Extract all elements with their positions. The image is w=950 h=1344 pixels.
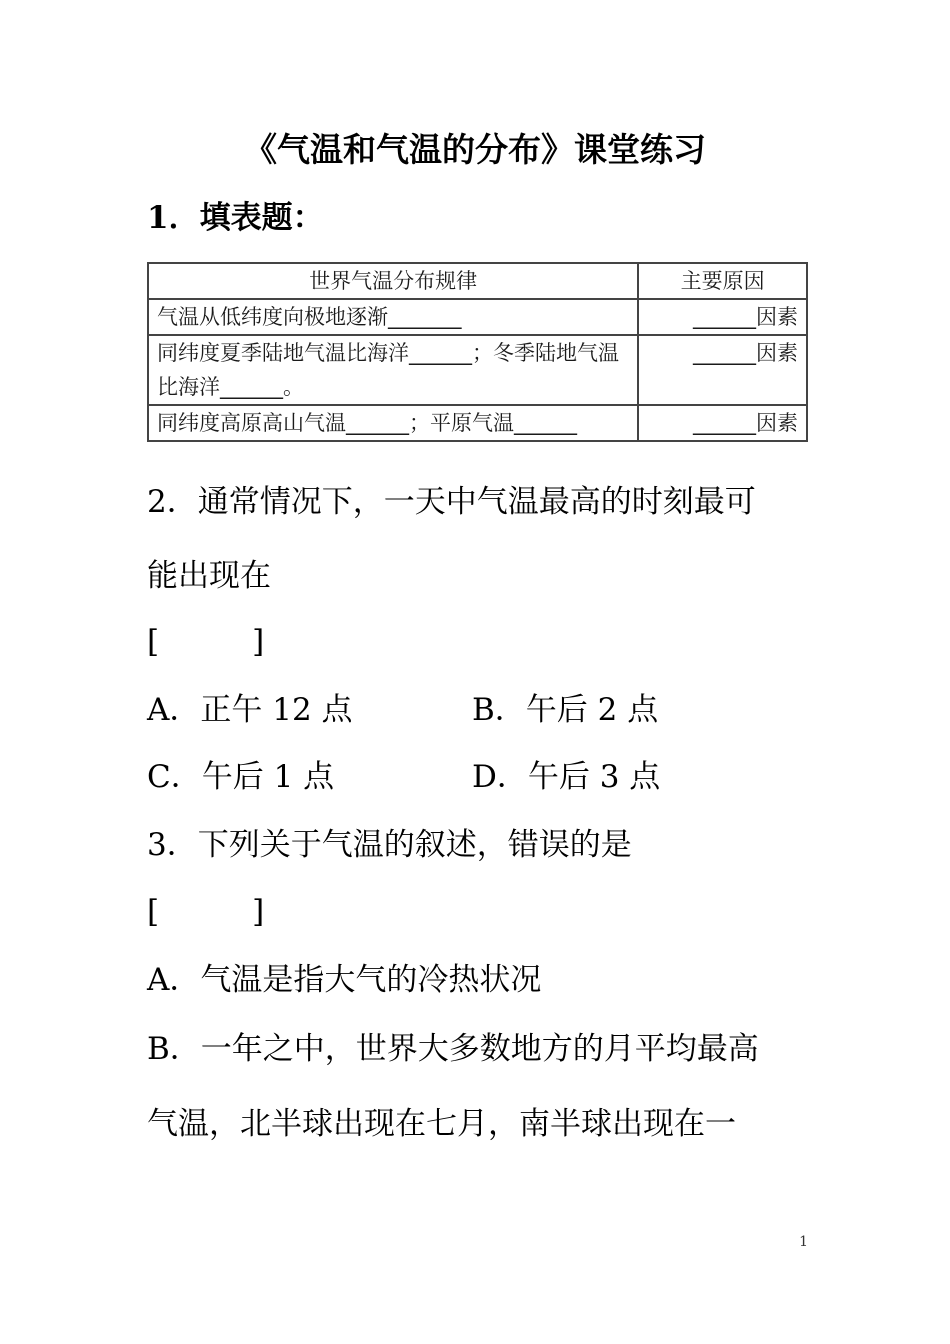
table-row — [148, 405, 807, 441]
q2-stem-line1: 2．通常情况下，一天中气温最高的时刻最可 — [147, 484, 756, 520]
q2-option-d: D．午后 3 点 — [472, 759, 661, 795]
row-law: 同纬度高原高山气温______；平原气温______ — [148, 405, 638, 441]
q3-answer-brackets: [ ] — [147, 894, 265, 930]
q3-option-b-line1: B．一年之中，世界大多数地方的月平均最高 — [147, 1031, 759, 1067]
page-number-text: 1 — [799, 1234, 808, 1250]
page-title: 《气温和气温的分布》课堂练习 — [244, 130, 706, 169]
header-law: 世界气温分布规律 — [148, 263, 638, 299]
q2-option-c: C．午后 1 点 — [147, 759, 335, 795]
row-reason: ______因素 — [638, 335, 807, 405]
row-reason: ______因素 — [638, 405, 807, 441]
q2-option-b: B．午后 2 点 — [472, 692, 659, 728]
q3-option-b-line2: 气温，北半球出现在七月，南半球出现在一 — [147, 1106, 736, 1142]
q2-stem-line2: 能出现在 — [147, 558, 271, 594]
row-law: 气温从低纬度向极地逐渐_______ — [148, 299, 638, 335]
page-number — [0, 1234, 950, 1250]
q2-option-a: A．正午 12 点 — [147, 692, 353, 728]
q2-answer-brackets: [ ] — [147, 624, 265, 660]
row-reason: ______因素 — [638, 299, 807, 335]
row-law: 同纬度夏季陆地气温比海洋______；冬季陆地气温比海洋______。 — [148, 335, 638, 405]
table-row — [148, 335, 807, 405]
table-row — [148, 299, 807, 335]
q3-stem: 3．下列关于气温的叙述，错误的是 — [147, 827, 632, 863]
q1-heading: 1．填表题： — [147, 200, 324, 236]
header-reason: 主要原因 — [638, 263, 807, 299]
fill-in-table — [147, 262, 808, 442]
table-header-row — [148, 263, 807, 299]
q3-option-a: A．气温是指大气的冷热状况 — [147, 962, 542, 998]
